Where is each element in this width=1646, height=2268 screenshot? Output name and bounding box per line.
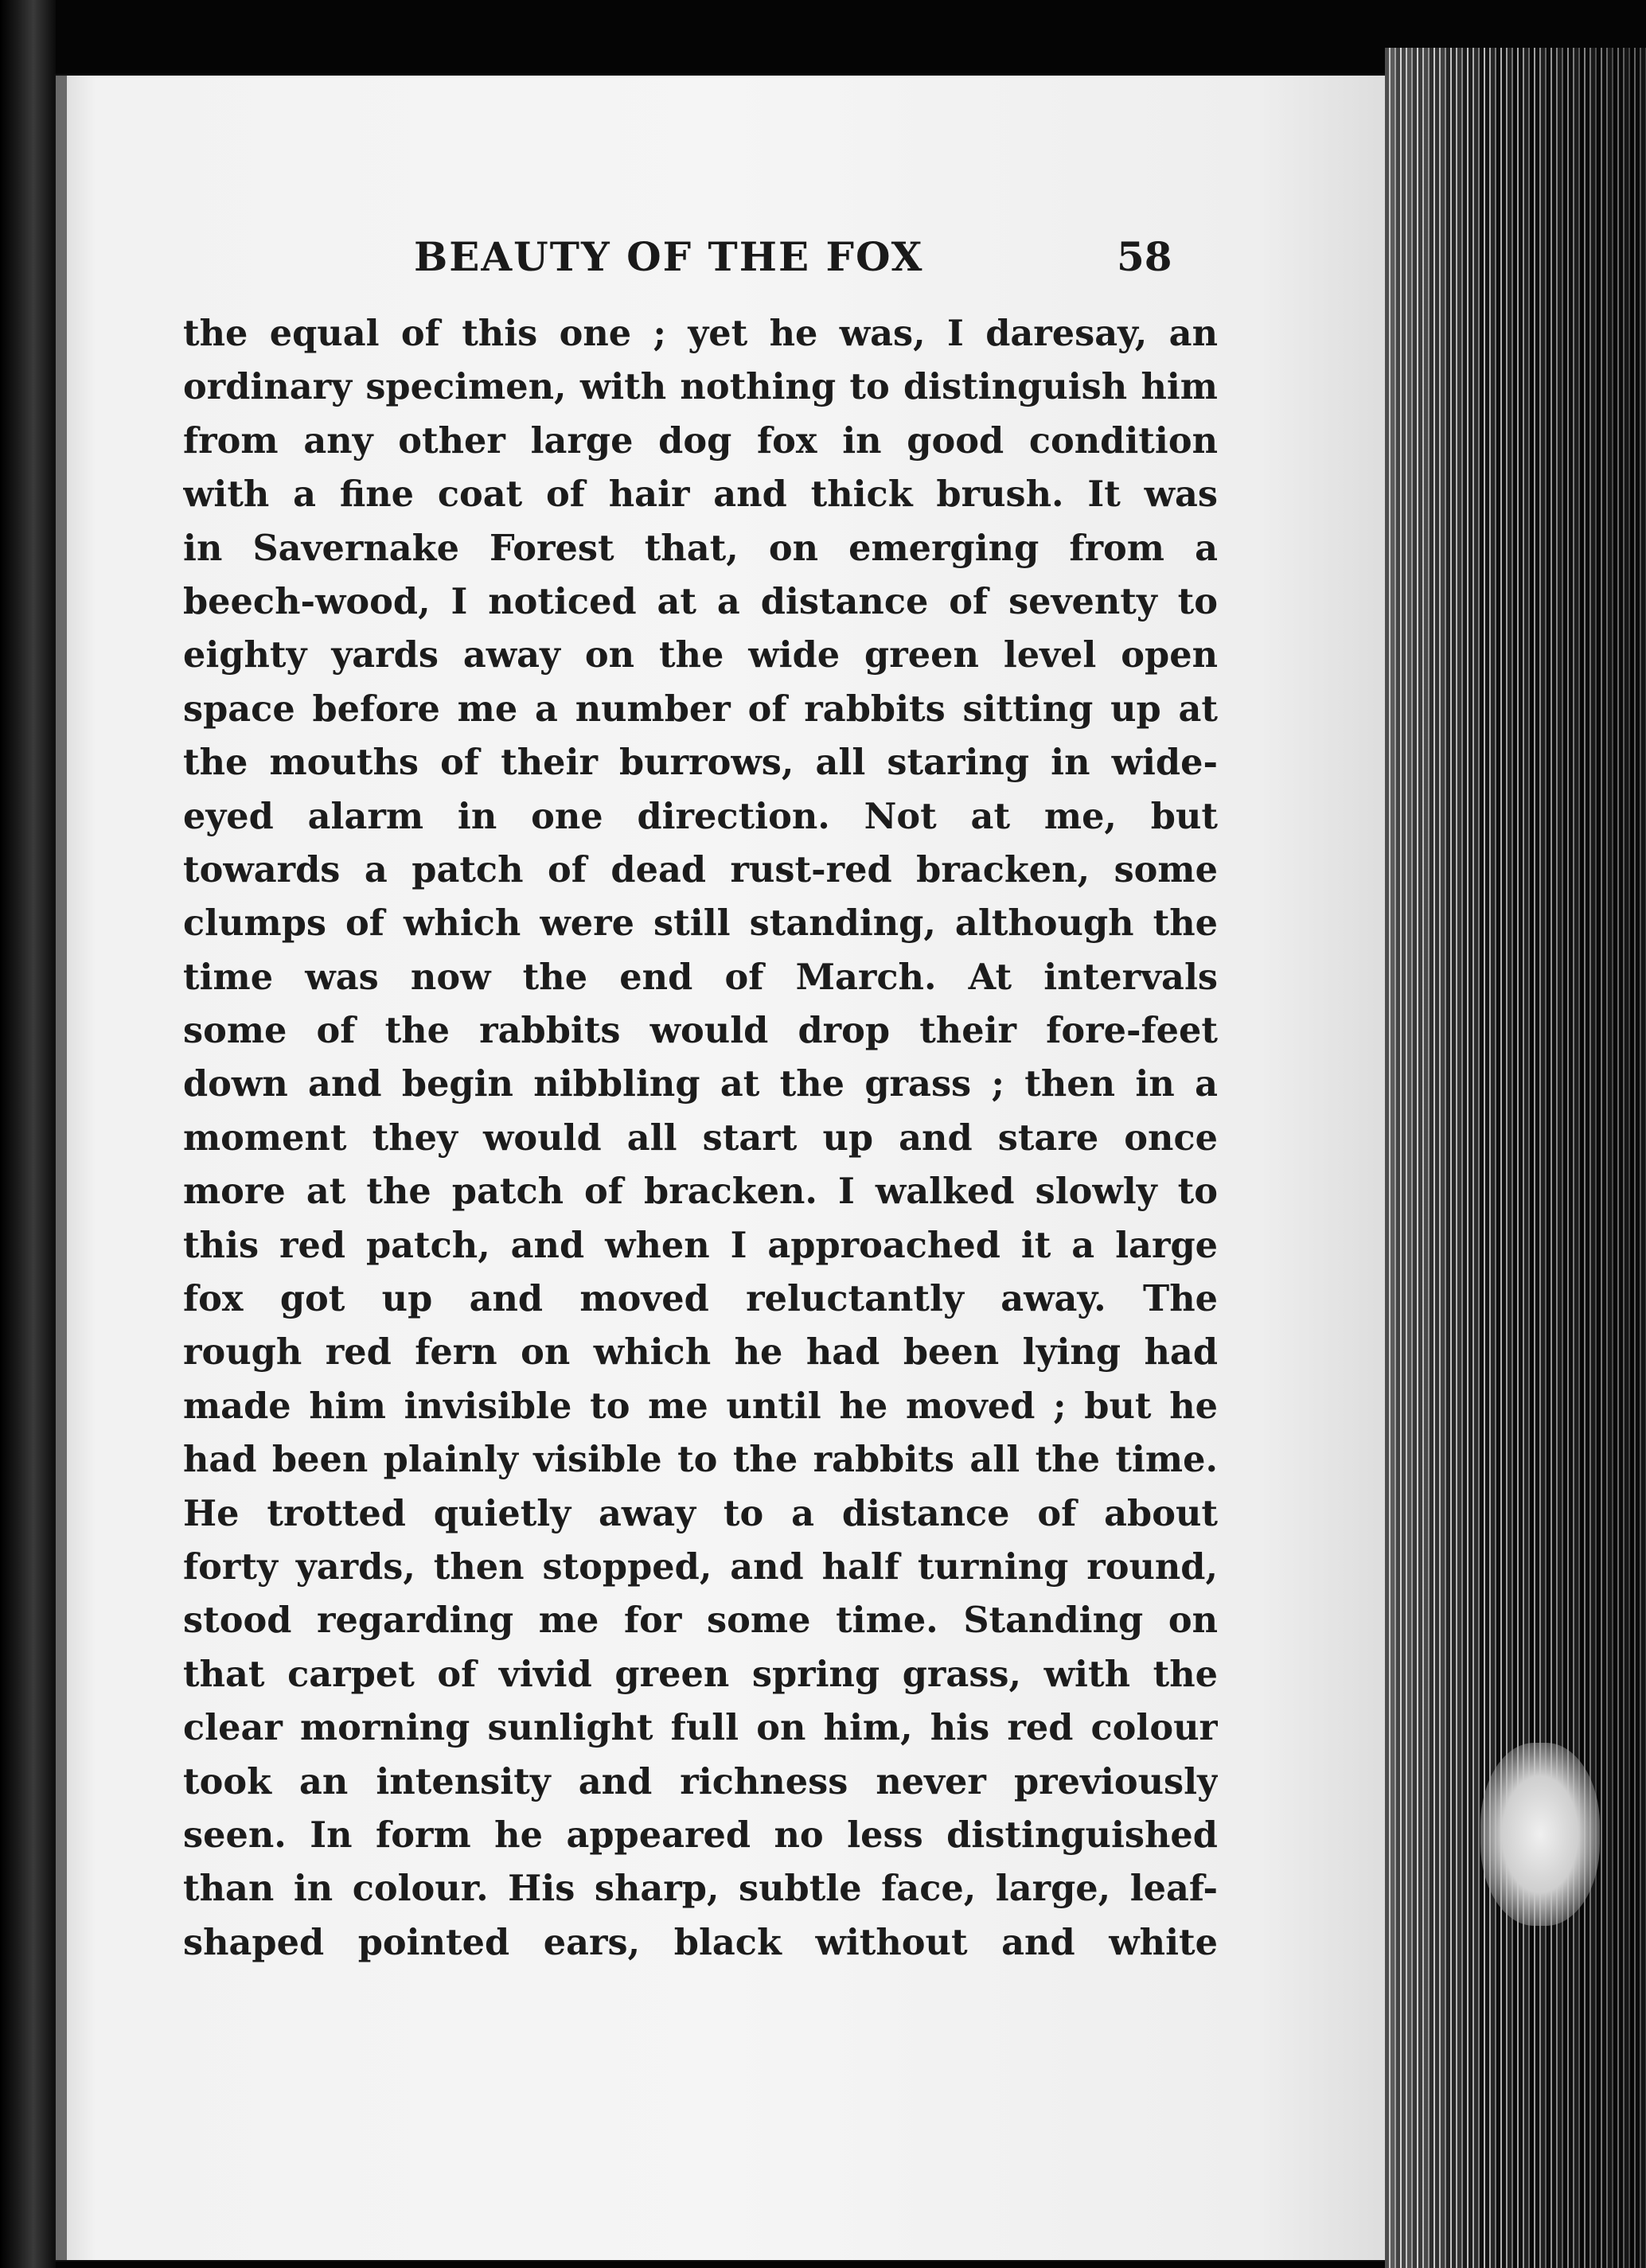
page-gutter-shadow <box>56 76 67 2260</box>
text-line: eyed alarm in one direction. Not at me, but <box>183 794 1218 837</box>
text-line: seen. In form he appeared no less distinguished <box>183 1813 1218 1856</box>
fore-edge-stain <box>1480 1743 1600 1926</box>
text-line: rough red fern on which he had been lying had <box>183 1331 1218 1374</box>
text-line: the equal of this one ; yet he was, I daresay, an <box>183 312 1218 354</box>
text-line: the mouths of their burrows, all staring in wide- <box>183 741 1218 784</box>
facing-page-edge <box>0 0 56 2268</box>
text-line: moment they would all start up and stare once <box>183 1116 1218 1159</box>
text-line: made him invisible to me until he moved ; but he <box>183 1384 1218 1427</box>
text-line: beech-wood, I noticed at a distance of seventy to <box>183 579 1218 622</box>
running-head <box>56 233 1393 289</box>
body-text <box>183 306 1218 1969</box>
text-line: that carpet of vivid green spring grass, with the <box>183 1652 1218 1695</box>
book-fore-edge <box>1385 48 1646 2268</box>
text-line: space before me a number of rabbits sitting up at <box>183 687 1218 730</box>
text-line: this red patch, and when I approached it a large <box>183 1223 1218 1266</box>
page <box>56 76 1393 2260</box>
text-line: down and begin nibbling at the grass ; then in a <box>183 1062 1218 1105</box>
text-line: from any other large dog fox in good condition <box>183 419 1218 462</box>
text-line: more at the patch of bracken. I walked slowly to <box>183 1170 1218 1213</box>
running-title: BEAUTY OF THE FOX <box>414 233 924 280</box>
text-line: with a fine coat of hair and thick brush. It was <box>183 473 1218 516</box>
text-line: stood regarding me for some time. Standing on <box>183 1599 1218 1642</box>
text-line: He trotted quietly away to a distance of about <box>183 1491 1218 1534</box>
text-line: in Savernake Forest that, on emerging from a <box>183 526 1218 569</box>
text-line: took an intensity and richness never previously <box>183 1759 1218 1802</box>
text-line: eighty yards away on the wide green level open <box>183 633 1218 676</box>
text-line: had been plainly visible to the rabbits all the time. <box>183 1438 1218 1481</box>
text-line: some of the rabbits would drop their fore-feet <box>183 1009 1218 1052</box>
text-line: clear morning sunlight full on him, his red colour <box>183 1706 1218 1749</box>
text-line: ordinary specimen, with nothing to distinguish him <box>183 365 1218 408</box>
text-line: fox got up and moved reluctantly away. The <box>183 1277 1218 1320</box>
text-line: time was now the end of March. At intervals <box>183 955 1218 998</box>
text-line: shaped pointed ears, black without and white <box>183 1920 1218 1963</box>
text-line: clumps of which were still standing, although the <box>183 902 1218 945</box>
fore-edge-shading <box>1385 48 1646 2268</box>
text-line: towards a patch of dead rust-red bracken, some <box>183 848 1218 890</box>
text-line: forty yards, then stopped, and half turning round, <box>183 1545 1218 1588</box>
text-line: than in colour. His sharp, subtle face, large, leaf- <box>183 1867 1218 1910</box>
page-number: 58 <box>1117 233 1172 280</box>
